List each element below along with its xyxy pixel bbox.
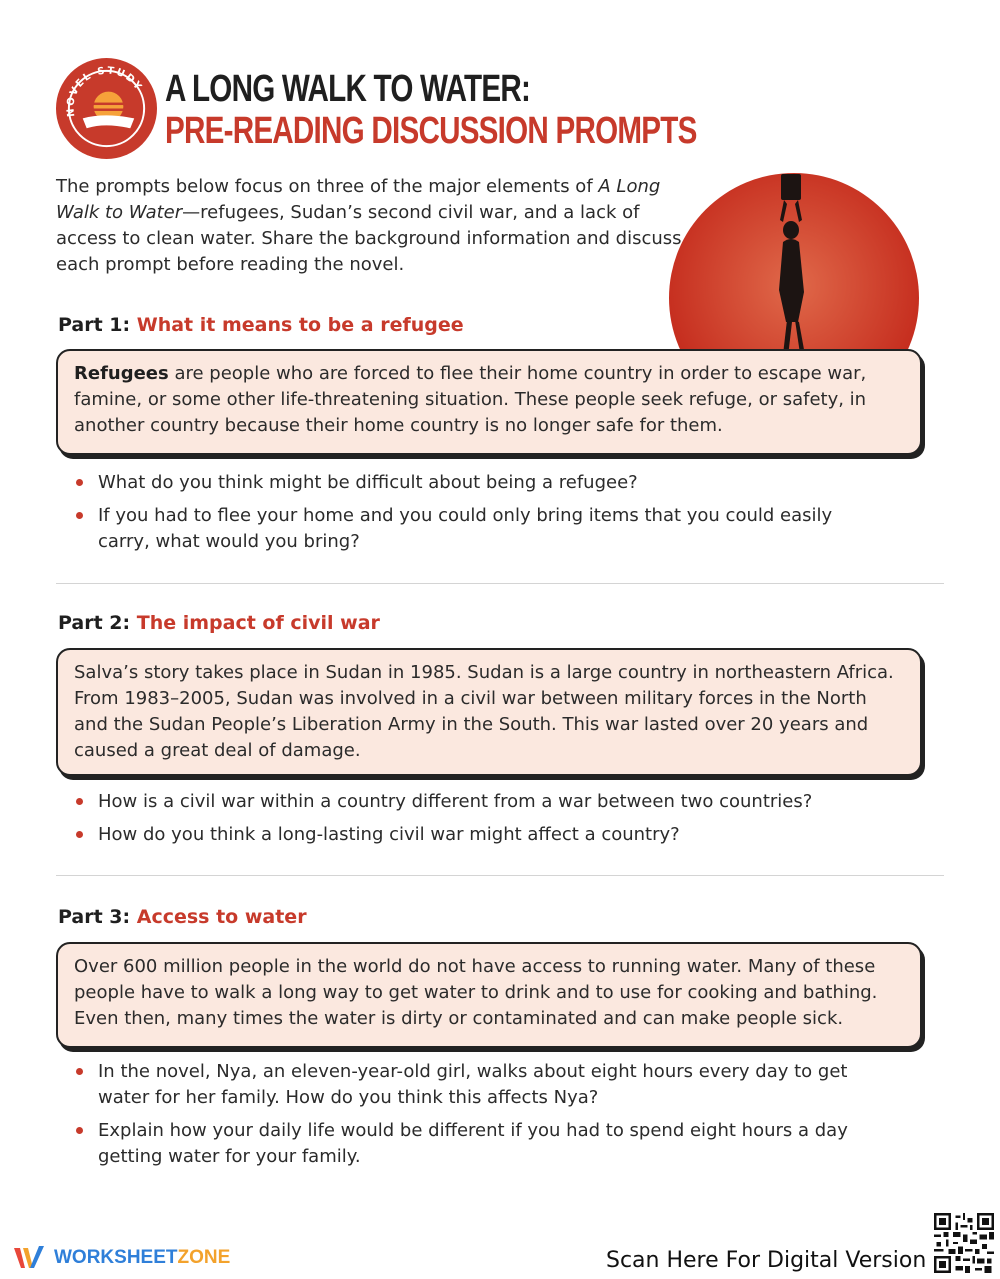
intro-paragraph: The prompts below focus on three of the major elements of A Long Walk to Water—refugees, Sudan’s second civil war, and a lack of access to clean water. Share the background information and discuss each prompt before reading the novel. bbox=[56, 176, 682, 275]
novel-study-badge bbox=[55, 57, 158, 160]
logo-icon bbox=[12, 1244, 46, 1272]
section-divider bbox=[56, 875, 944, 876]
book-title: A Long Walk to Water bbox=[56, 176, 661, 223]
page-subtitle: PRE-READING DISCUSSION PROMPTS bbox=[165, 110, 697, 152]
list-item: How is a civil war within a country different from a war between two countries? bbox=[74, 789, 854, 815]
part3-prompts bbox=[74, 1059, 854, 1177]
list-item: Explain how your daily life would be different if you had to spend eight hours a day getting water for your family. bbox=[74, 1118, 854, 1170]
list-item: If you had to flee your home and you could only bring items that you could easily carry, what would you bring? bbox=[74, 503, 854, 555]
part1-prompts bbox=[74, 470, 854, 562]
list-item: What do you think might be difficult about being a refugee? bbox=[74, 470, 854, 496]
scan-instruction: Scan Here For Digital Version bbox=[606, 1248, 927, 1273]
part1-info-box: Refugees are people who are forced to flee their home country in order to escape war, famine, or some other life-threatening situation. These people seek refuge, or safety, in another country because their home country is no longer safe for them. bbox=[56, 349, 922, 455]
part3-info-box: Over 600 million people in the world do not have access to running water. Many of these people have to walk a long way to get water to drink and to use for cooking and bathing. Even then, many times the water is dirty or contaminated and can make people sick. bbox=[56, 942, 922, 1048]
part2-prompts bbox=[74, 789, 854, 855]
badge-text: NOVEL STUDY bbox=[65, 65, 145, 118]
part2-info-box: Salva’s story takes place in Sudan in 1985. Sudan is a large country in northeastern Africa. From 1983–2005, Sudan was involved in a civil war between military forces in the North and the Sudan People’s Liberation Army in the South. This war lasted over 20 years and caused a great deal of damage. bbox=[56, 648, 922, 776]
term-refugees: Refugees bbox=[74, 363, 169, 384]
page-title: A LONG WALK TO WATER: bbox=[165, 68, 531, 110]
worksheetzone-logo[interactable]: WORKSHEETZONE bbox=[12, 1244, 230, 1272]
qr-code-icon[interactable] bbox=[934, 1213, 994, 1273]
list-item: How do you think a long-lasting civil war might affect a country? bbox=[74, 822, 854, 848]
part2-heading: Part 2: The impact of civil war bbox=[58, 612, 380, 634]
section-divider bbox=[56, 583, 944, 584]
list-item: In the novel, Nya, an eleven-year-old girl, walks about eight hours every day to get water for her family. How do you think this affects Nya? bbox=[74, 1059, 854, 1111]
part1-heading: Part 1: What it means to be a refugee bbox=[58, 314, 464, 336]
part3-heading: Part 3: Access to water bbox=[58, 906, 307, 928]
